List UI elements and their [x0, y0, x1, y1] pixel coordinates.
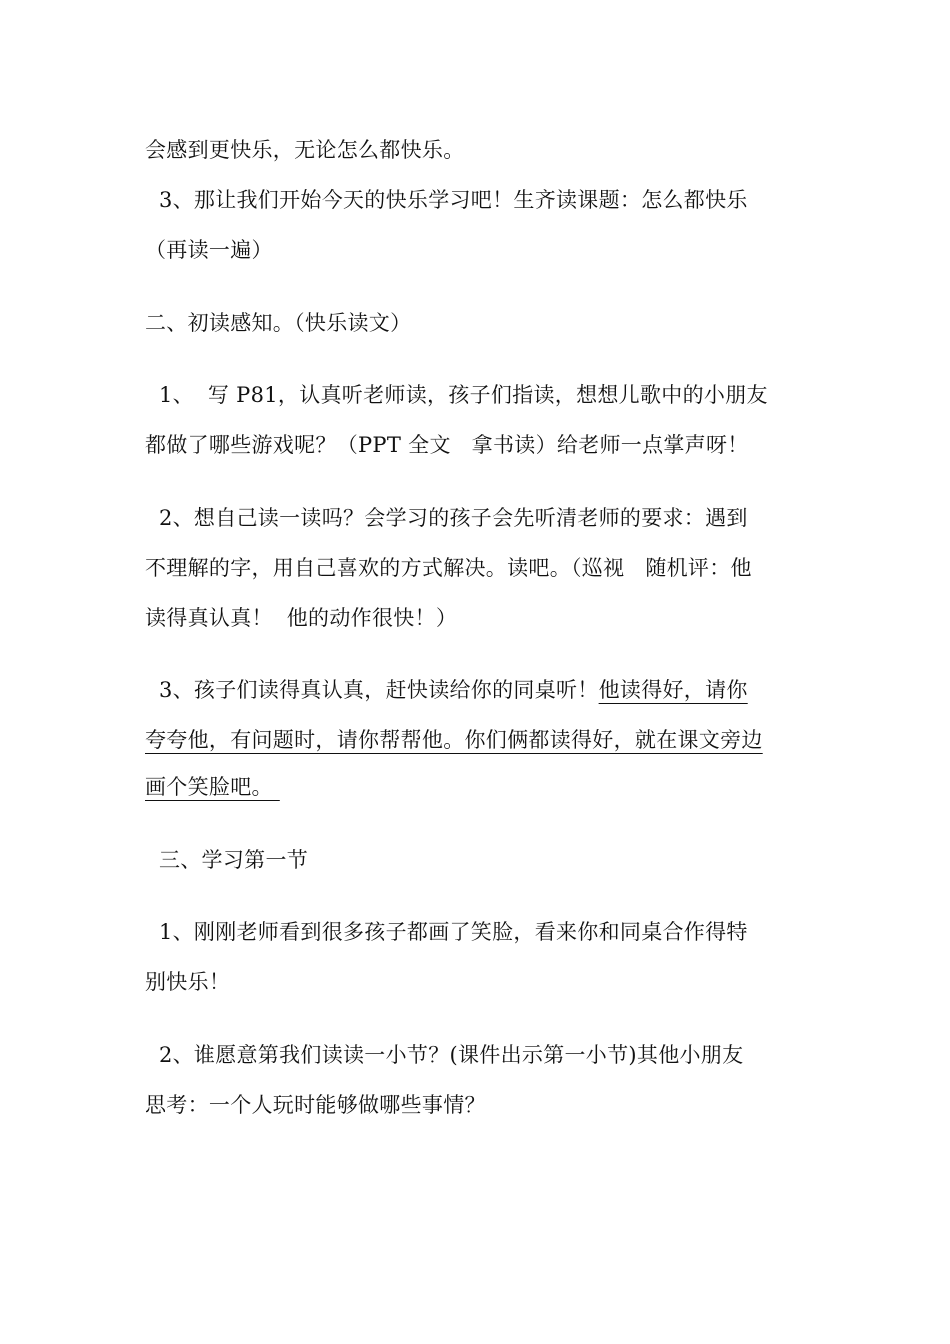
text-line: 读得真认真！ 他的动作很快！）: [145, 606, 458, 630]
text-line: [145, 675, 748, 705]
text-line: （再读一遍）: [145, 238, 273, 262]
text-line: 1、 写 P81，认真听老师读，孩子们指读，想想儿歌中的小朋友: [145, 383, 768, 407]
text-line: 不理解的字，用自己喜欢的方式解决。读吧。（巡视 随机评：他: [145, 556, 752, 580]
text-line: 会感到更快乐，无论怎么都快乐。: [145, 138, 465, 162]
text-line: [145, 772, 280, 802]
text-line: 3、那让我们开始今天的快乐学习吧！生齐读课题：怎么都快乐: [145, 188, 748, 212]
text-line: 2、想自己读一读吗？会学习的孩子会先听清老师的要求：遇到: [145, 506, 748, 530]
underlined-text: 他读得好，请你: [598, 678, 748, 702]
text-line: 1、刚刚老师看到很多孩子都画了笑脸，看来你和同桌合作得特: [145, 920, 748, 944]
underlined-text: 夸夸他，有问题时，请你帮帮他。你们俩都读得好，就在课文旁边: [145, 728, 763, 752]
text-line: 别快乐！: [145, 970, 231, 994]
text-line: 思考：一个人玩时能够做哪些事情？: [145, 1093, 486, 1117]
underlined-text: 画个笑脸吧。: [145, 775, 280, 799]
text-line: 2、谁愿意第我们读读一小节？(课件出示第一小节)其他小朋友: [145, 1043, 744, 1067]
text-line: [145, 725, 763, 755]
text-line: 都做了哪些游戏呢？（PPT 全文 拿书读）给老师一点掌声呀！: [145, 433, 749, 457]
section-heading: 二、初读感知。（快乐读文）: [145, 311, 412, 335]
text-segment: 3、孩子们读得真认真，赶快读给你的同桌听！: [145, 678, 599, 702]
section-heading: 三、学习第一节: [145, 848, 309, 872]
